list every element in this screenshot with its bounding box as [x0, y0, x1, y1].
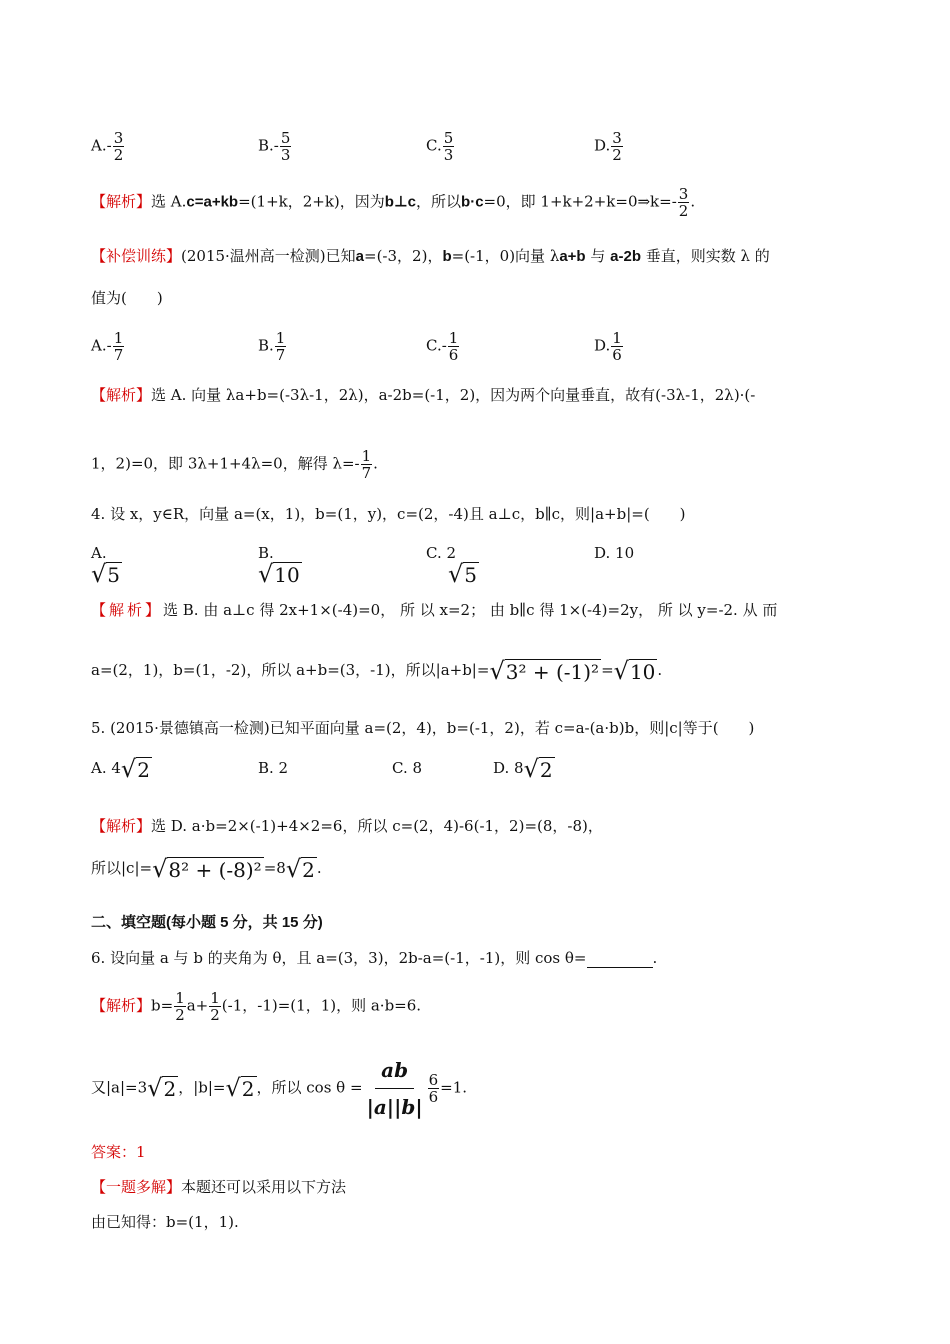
supp-option-a: A.- $\frac{1}{7}$	[91, 329, 124, 364]
answer: 答案：1	[91, 1143, 146, 1161]
q4-option-c: C. 2 √5	[426, 544, 478, 588]
q5-option-c: C. 8	[392, 759, 423, 777]
cosine-fraction: $\frac{ab}{|a||b|}$	[363, 1052, 427, 1125]
supp-option-b: B. $\frac{1}{7}$	[258, 329, 286, 364]
supp-solution-line2: 1，2)=0，即 3λ+1+4λ=0，解得 λ=- $\frac{1}{7}$ .	[91, 447, 378, 482]
solution-5-line2: 所以|c|=√8² + (-8)² =8√2 .	[91, 854, 322, 883]
q3-option-a: A.- $\frac{3}{2}$	[91, 129, 124, 164]
supp-question-line1: 【补偿训练】(2015·温州高一检测)已知a=(-3，2)，b=(-1，0)向量 λa+b 与 a-2b 垂直，则实数 λ 的	[91, 247, 770, 265]
q6-stem: 6. 设向量 a 与 b 的夹角为 θ，且 a=(3，3)，2b-a=(-1，-1)，则 cos θ= .	[91, 949, 658, 967]
solution-4-line2: a=(2，1)，b=(1，-2)，所以 a+b=(3，-1)，所以|a+b|=√3² + (-1)² =√10 .	[91, 656, 663, 685]
solution-6-line2: 又|a|=3√2 ，|b|=√2 ，所以 cos θ = $\frac{ab}{|a||b|}$ $\frac{6}{6}$ =1.	[91, 1052, 467, 1125]
q5-stem: 5. (2015·景德镇高一检测)已知平面向量 a=(2，4)，b=(-1，2)，若 c=a-(a·b)b，则|c|等于( )	[91, 719, 755, 737]
answer-blank	[587, 953, 653, 968]
sqrt-symbol: √10	[258, 559, 300, 588]
solution-4-line1: 【解析】选 B. 由 a⊥c 得 2x+1×(-4)=0， 所 以 x=2； 由 b∥c 得 1×(-4)=2y， 所 以 y=-2. 从 而	[91, 601, 778, 619]
q4-option-b: B. √10	[258, 544, 300, 588]
q4-stem: 4. 设 x，y∈R，向量 a=(x，1)，b=(1，y)，c=(2，-4)且 a⊥c，b∥c，则|a+b|=( )	[91, 505, 686, 523]
q5-option-d: D. 8√2	[493, 754, 553, 783]
solution-tag: 【解析】	[91, 192, 152, 211]
q3-option-c: C. $\frac{5}{3}$	[426, 129, 454, 164]
q4-option-d: D. 10	[594, 544, 635, 562]
supp-question-line2: 值为( )	[91, 289, 163, 307]
section-title: 二、填空题(每小题 5 分，共 15 分)	[91, 914, 323, 931]
solution-6-line1: 【解析】b= $\frac{1}{2}$ a+ $\frac{1}{2}$ (-1，-1)=(1，1)，则 a·b=6.	[91, 989, 422, 1024]
supp-tag: 【补偿训练】	[91, 247, 182, 265]
multi-solution-line2: 由已知得：b=(1，1).	[91, 1213, 239, 1231]
q3-option-b: B.- $\frac{5}{3}$	[258, 129, 291, 164]
solution-5-line1: 【解析】选 D. a·b=2×(-1)+4×2=6，所以 c=(2，4)-6(-1，2)=(8，-8)，	[91, 817, 603, 835]
sqrt-symbol: √5	[448, 559, 478, 588]
supp-option-c: C.- $\frac{1}{6}$	[426, 329, 459, 364]
supp-option-d: D. $\frac{1}{6}$	[594, 329, 622, 364]
solution-3: 【解析】选 A.c=a+kb=(1+k，2+k)，因为b⊥c，所以b·c=0，即 1+k+2+k=0⇒k=- $\frac{3}{2}$ .	[91, 185, 696, 220]
supp-solution-line1: 【解析】选 A. 向量 λa+b=(-3λ-1，2λ)，a-2b=(-1，2)，因为两个向量垂直，故有(-3λ-1，2λ)·(-	[91, 386, 756, 404]
q4-option-a: A. √5	[91, 544, 121, 588]
sqrt-symbol: √5	[91, 559, 121, 588]
q5-option-b: B. 2	[258, 759, 289, 777]
q3-option-d: D. $\frac{3}{2}$	[594, 129, 622, 164]
q5-option-a: A. 4√2	[91, 754, 150, 783]
multi-solution-line1: 【一题多解】本题还可以采用以下方法	[91, 1178, 347, 1196]
